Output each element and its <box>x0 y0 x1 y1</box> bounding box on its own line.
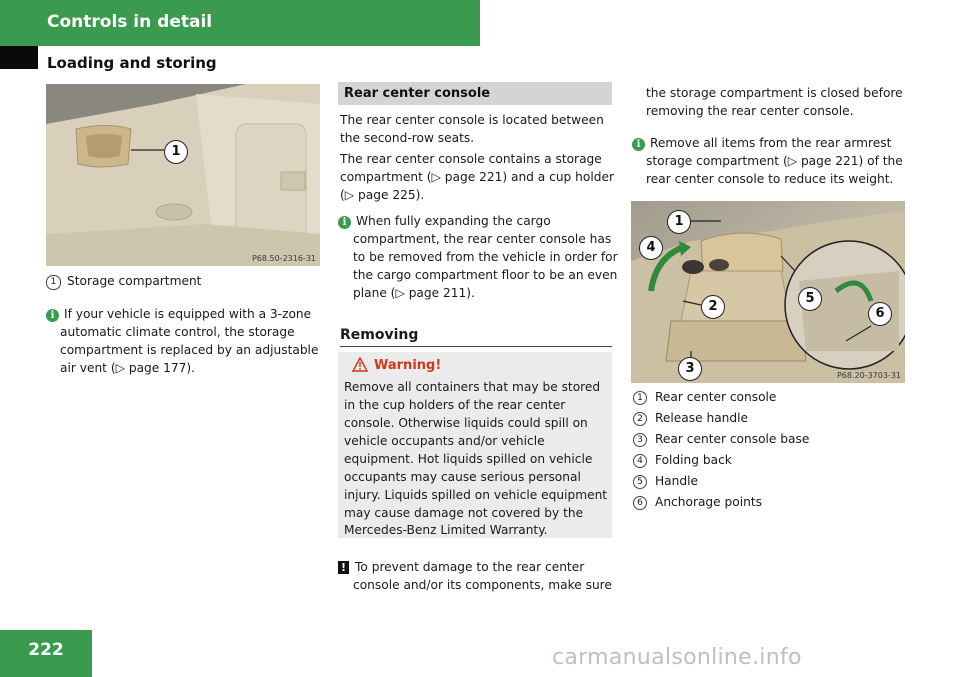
legend-item <box>633 495 762 510</box>
callout-5: 5 <box>798 287 822 311</box>
legend-item <box>46 272 201 290</box>
rear-center-console-photo <box>631 201 905 383</box>
legend-item <box>633 432 809 447</box>
page-number: 222 <box>28 640 64 660</box>
legend-item <box>633 411 748 426</box>
exclamation-icon: ! <box>338 561 349 574</box>
info-line: the cargo compartment floor to be an even <box>353 268 618 282</box>
info-line: compartment is replaced by an adjustable <box>60 343 319 357</box>
legend-number: 6 <box>633 496 647 510</box>
legend-number: 1 <box>633 391 647 405</box>
legend-number: 3 <box>633 433 647 447</box>
info-icon: i <box>632 138 645 151</box>
legend-number: 2 <box>633 412 647 426</box>
warning-line: may cause damage not covered by the <box>344 506 584 520</box>
section-tab-marker <box>0 46 38 69</box>
legend-number: 1 <box>46 275 61 290</box>
paragraph-line: the storage compartment is closed before <box>646 86 903 100</box>
info-line: air vent (▷ page 177). <box>60 361 196 375</box>
legend-item <box>633 390 776 405</box>
legend-number: 5 <box>633 475 647 489</box>
paragraph-line: compartment (▷ page 221) and a cup holder <box>340 170 614 184</box>
photo-code: P68.50-2316-31 <box>251 254 316 263</box>
callout-1: 1 <box>164 140 188 164</box>
info-line: rear center console to reduce its weight. <box>646 172 894 186</box>
info-line: When fully expanding the cargo <box>356 214 551 228</box>
warning-line: console. Otherwise liquids could spill on <box>344 416 588 430</box>
info-icon: i <box>46 309 59 322</box>
heading-rule <box>340 346 612 347</box>
callout-4: 4 <box>639 236 663 260</box>
chapter-title: Controls in detail <box>47 12 213 32</box>
callout-2: 2 <box>701 295 725 319</box>
warning-line: vehicle occupants and/or vehicle <box>344 434 545 448</box>
info-line: compartment, the rear center console has <box>353 232 612 246</box>
storage-compartment-photo <box>46 84 320 266</box>
warning-title: Warning! <box>374 358 442 373</box>
paragraph-line: The rear center console is located between <box>340 113 604 127</box>
callout-3: 3 <box>678 357 702 381</box>
paragraph-line: removing the rear center console. <box>646 104 854 118</box>
legend-label: Rear center console base <box>655 432 810 446</box>
paragraph-line: the second-row seats. <box>340 131 475 145</box>
rear-center-console-heading: Rear center console <box>344 86 491 101</box>
legend-label: Folding back <box>655 453 732 467</box>
warning-line: equipment. Hot liquids spilled on vehicle <box>344 452 593 466</box>
legend-item <box>633 474 698 489</box>
section-title: Loading and storing <box>47 54 217 72</box>
watermark: carmanualsonline.info <box>552 645 802 670</box>
info-line: Remove all items from the rear armrest <box>650 136 892 150</box>
warning-line: injury. Liquids spilled on vehicle equipment <box>344 488 608 502</box>
info-line: storage compartment (▷ page 221) of the <box>646 154 903 168</box>
warning-line: Remove all containers that may be stored <box>344 380 601 394</box>
legend-label: Rear center console <box>655 390 777 404</box>
photo-code: P68.20-3703-31 <box>836 371 901 380</box>
legend-item <box>633 453 732 468</box>
paragraph-line: (▷ page 225). <box>340 188 425 202</box>
legend-label: Release handle <box>655 411 749 425</box>
info-line: to be removed from the vehicle in order for <box>353 250 618 264</box>
warning-line: Mercedes-Benz Limited Warranty. <box>344 523 548 537</box>
notice-line: To prevent damage to the rear center <box>355 560 585 574</box>
paragraph-line: The rear center console contains a storage <box>340 152 602 166</box>
info-line: If your vehicle is equipped with a 3-zone <box>64 307 312 321</box>
callout-6: 6 <box>868 302 892 326</box>
warning-line: occupants may cause serious personal <box>344 470 581 484</box>
legend-number: 4 <box>633 454 647 468</box>
legend-label: Storage compartment <box>67 274 202 288</box>
legend-label: Anchorage points <box>655 495 762 509</box>
info-icon: i <box>338 216 351 229</box>
info-line: automatic climate control, the storage <box>60 325 295 339</box>
warning-line: in the cup holders of the rear center <box>344 398 566 412</box>
legend-label: Handle <box>655 474 698 488</box>
removing-heading: Removing <box>340 327 419 343</box>
notice-line: console and/or its components, make sure <box>353 578 612 592</box>
info-line: plane (▷ page 211). <box>353 286 475 300</box>
callout-1: 1 <box>667 210 691 234</box>
warning-triangle-icon <box>352 357 368 372</box>
